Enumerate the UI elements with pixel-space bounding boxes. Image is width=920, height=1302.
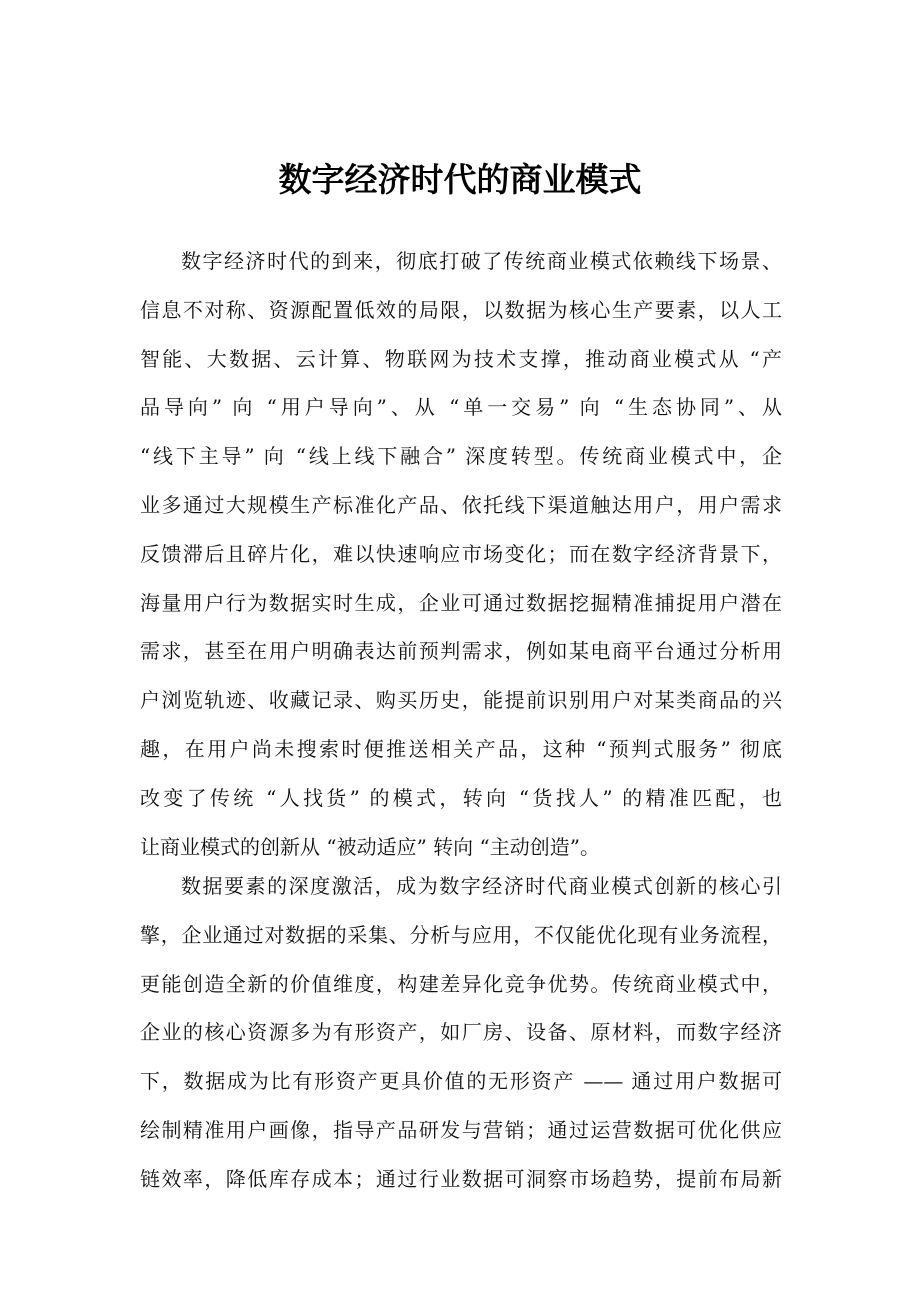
text-line: 海量用户行为数据实时生成，企业可通过数据挖掘精准捕捉用户潜在 <box>140 590 782 615</box>
text-line: 需求，甚至在用户明确表达前预判需求，例如某电商平台通过分析用 <box>140 639 782 664</box>
document-title: 数字经济时代的商业模式 <box>278 160 642 199</box>
text-line: 品导向” 向 “用户导向”、从 “单一交易” 向 “生态协同”、从 <box>140 395 782 420</box>
text-line: “线下主导” 向 “线上线下融合” 深度转型。传统商业模式中，企 <box>140 444 782 469</box>
text-line: 数字经济时代的到来，彻底打破了传统商业模式依赖线下场景、 <box>181 249 782 273</box>
text-line: 信息不对称、资源配置低效的局限，以数据为核心生产要素，以人工 <box>140 297 782 322</box>
text-line: 下，数据成为比有形资产更具价值的无形资产 —— 通过用户数据可 <box>140 1069 782 1094</box>
text-line: 户浏览轨迹、收藏记录、购买历史，能提前识别用户对某类商品的兴 <box>140 688 782 713</box>
text-line: 让商业模式的创新从 “被动适应” 转向 “主动创造”。 <box>140 834 600 859</box>
text-line: 链效率，降低库存成本；通过行业数据可洞察市场趋势，提前布局新 <box>140 1166 782 1191</box>
text-line: 擎，企业通过对数据的采集、分析与应用，不仅能优化现有业务流程， <box>140 922 782 947</box>
text-line: 反馈滞后且碎片化，难以快速响应市场变化；而在数字经济背景下， <box>140 541 782 566</box>
text-line: 企业的核心资源多为有形资产，如厂房、设备、原材料，而数字经济 <box>140 1020 782 1045</box>
paragraph-2 <box>140 862 782 1204</box>
text-line: 智能、大数据、云计算、物联网为技术支撑，推动商业模式从 “产 <box>140 346 782 371</box>
text-line: 数据要素的深度激活，成为数字经济时代商业模式创新的核心引 <box>181 874 782 898</box>
paragraph-1 <box>140 237 782 871</box>
text-line: 趣，在用户尚未搜索时便推送相关产品，这种 “预判式服务” 彻底 <box>140 736 782 761</box>
text-line: 绘制精准用户画像，指导产品研发与营销；通过运营数据可优化供应 <box>140 1117 782 1142</box>
text-line: 业多通过大规模生产标准化产品、依托线下渠道触达用户，用户需求 <box>140 492 782 517</box>
text-line: 改变了传统 “人找货” 的模式，转向 “货找人” 的精准匹配，也 <box>140 785 782 810</box>
text-line: 更能创造全新的价值维度，构建差异化竞争优势。传统商业模式中， <box>140 971 782 996</box>
